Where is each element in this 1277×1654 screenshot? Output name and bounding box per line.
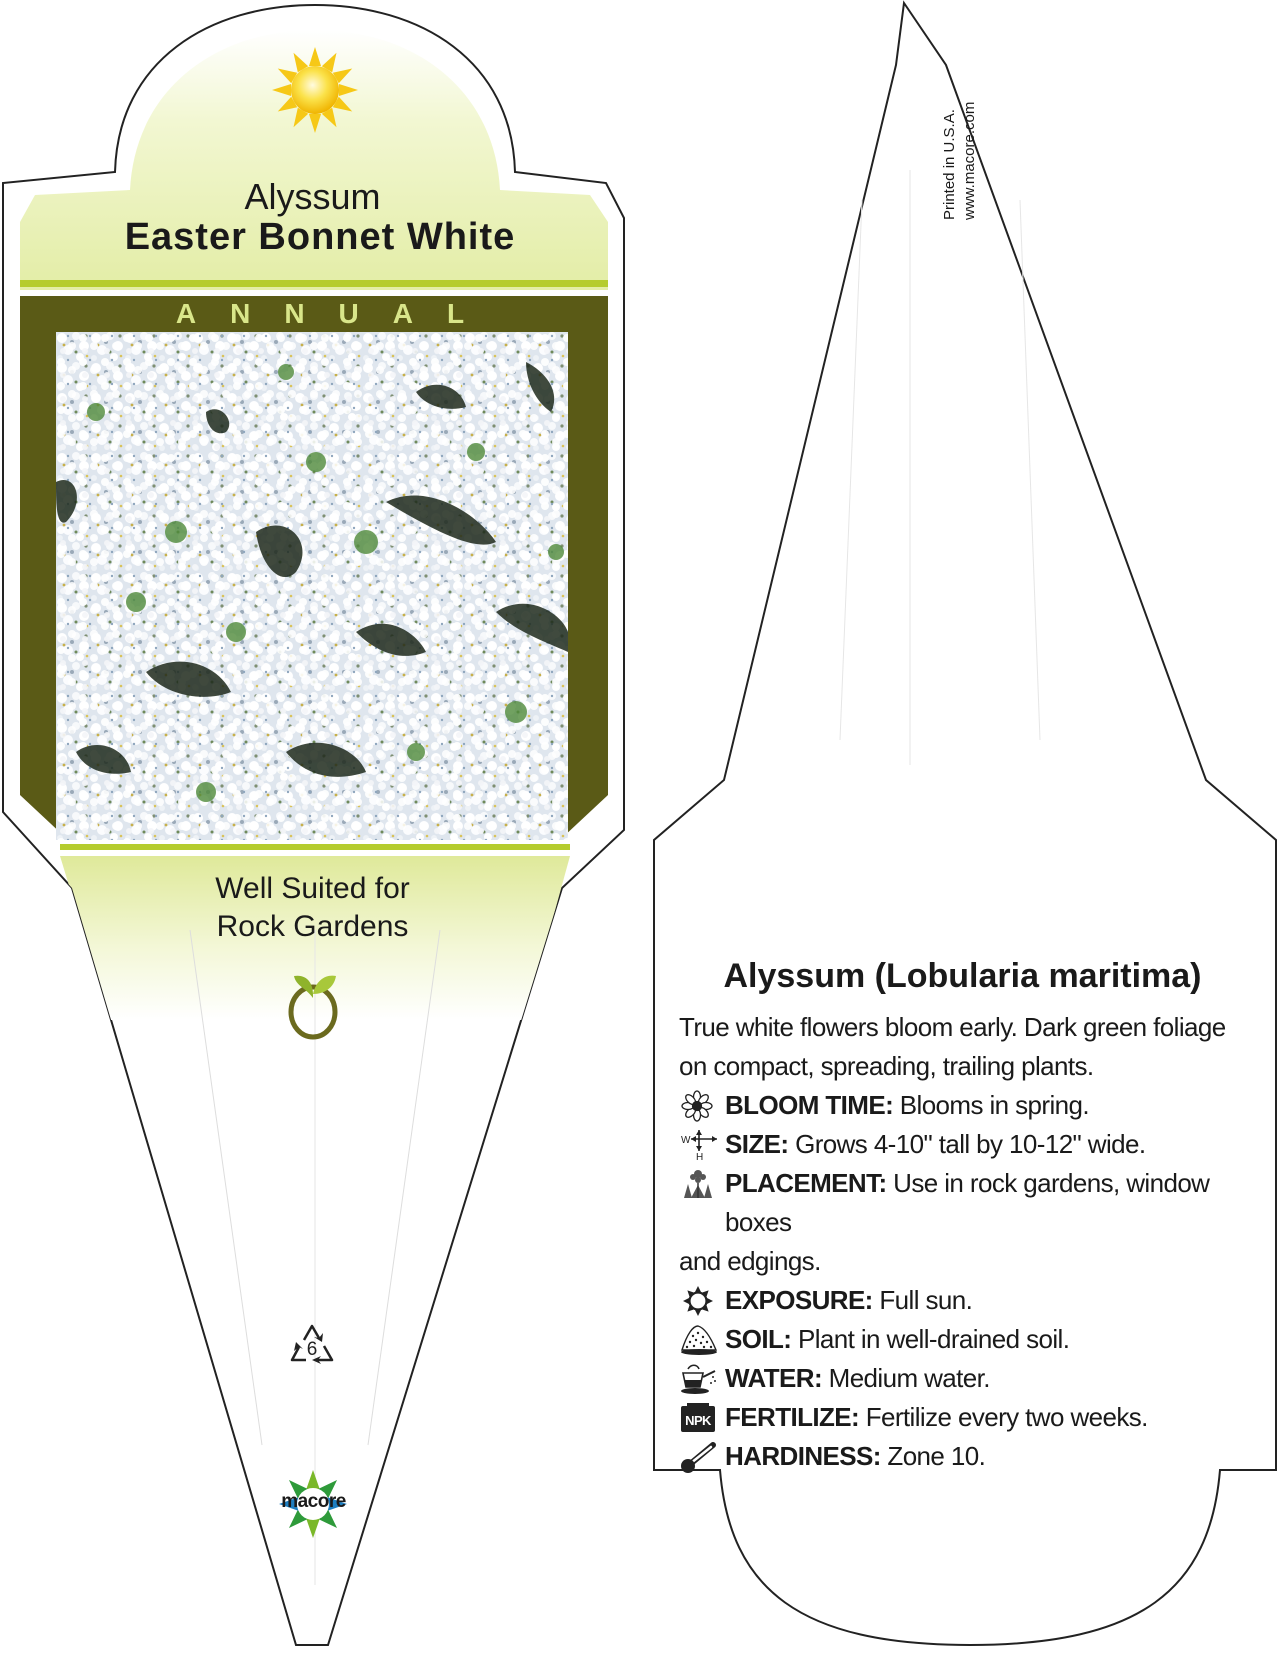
fertilize-label: FERTILIZE: [725, 1402, 860, 1432]
care-row-water [679, 1359, 1239, 1398]
bloom-time-value: Blooms in spring. [893, 1090, 1089, 1120]
care-info-list [679, 1086, 1239, 1476]
exposure-value: Full sun. [872, 1285, 973, 1315]
placement-value: Use in rock gardens, window boxes [725, 1168, 1210, 1237]
care-row-soil [679, 1320, 1239, 1359]
size-icon-h: H [696, 1152, 703, 1161]
size-icon [679, 1129, 719, 1161]
water-label: WATER: [725, 1363, 823, 1393]
soil-value: Plant in well-drained soil. [791, 1324, 1070, 1354]
care-row-size [679, 1125, 1239, 1164]
npk-icon-text: NPK [685, 1413, 711, 1428]
recycle-icon [286, 1322, 338, 1368]
plant-botanical-title: Alyssum (Lobularia maritima) [723, 957, 1202, 995]
tagline-line-2: Rock Gardens [216, 910, 409, 943]
care-row-bloom-time [679, 1086, 1239, 1125]
plant-genus-title: Alyssum [244, 176, 381, 217]
npk-icon [679, 1402, 719, 1434]
sun-outline-icon [679, 1285, 719, 1317]
size-icon-w: W [681, 1135, 690, 1146]
website-label: www.macore.com [961, 101, 978, 220]
hardiness-value: Zone 10. [880, 1441, 986, 1471]
care-row-hardiness [679, 1437, 1239, 1476]
care-row-fertilize [679, 1398, 1239, 1437]
plant-description: True white flowers bloom early. Dark green foliage on compact, spreading, trailing plants. [679, 1012, 1226, 1081]
plant-photo [56, 332, 568, 840]
placement-value-continued: and edgings. [679, 1246, 821, 1276]
hardiness-label: HARDINESS: [725, 1441, 881, 1471]
plants-icon [679, 1168, 719, 1200]
sun-icon [270, 45, 360, 135]
soil-label: SOIL: [725, 1324, 792, 1354]
size-value: Grows 4-10" tall by 10-12" wide. [788, 1129, 1146, 1159]
size-label: SIZE: [725, 1129, 789, 1159]
fertilize-value: Fertilize every two weeks. [859, 1402, 1148, 1432]
seedling-icon [286, 968, 342, 1040]
water-value: Medium water. [822, 1363, 990, 1393]
tagline-line-1: Well Suited for [215, 872, 410, 905]
placement-label: PLACEMENT: [725, 1168, 887, 1198]
brand-name: macore [281, 1491, 346, 1512]
recycle-code: 6 [306, 1339, 318, 1360]
plant-tagline [110, 870, 515, 946]
exposure-label: EXPOSURE: [725, 1285, 873, 1315]
plant-category-label: ANNUAL [175, 298, 499, 329]
thermometer-icon [679, 1441, 719, 1473]
watering-icon [679, 1363, 719, 1395]
printed-in-label: Printed in U.S.A. [941, 109, 958, 220]
bloom-time-label: BLOOM TIME: [725, 1090, 894, 1120]
flower-icon [679, 1090, 719, 1122]
care-row-placement [679, 1164, 1239, 1281]
print-info [940, 60, 1000, 220]
care-row-exposure [679, 1281, 1239, 1320]
soil-icon [679, 1324, 719, 1356]
plant-variety-title: Easter Bonnet White [124, 216, 516, 258]
